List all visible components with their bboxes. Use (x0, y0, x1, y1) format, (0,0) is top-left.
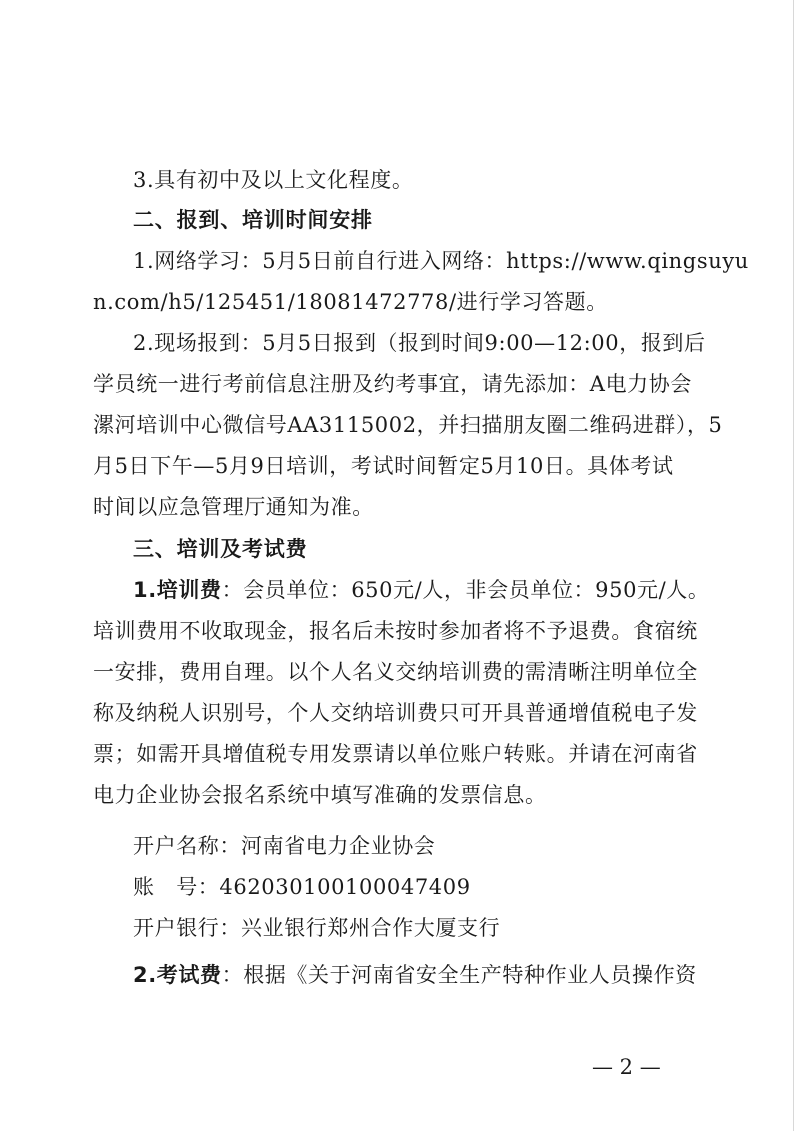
text-line: 称及纳税人识别号，个人交纳培训费只可开具普通增值税电子发 (93, 701, 698, 725)
fee-exam-label: 2.考试费 (133, 963, 222, 987)
text-line: 电力企业协会报名系统中填写准确的发票信息。 (93, 783, 547, 807)
text-line: 一安排，费用自理。以个人名义交纳培训费的需清晰注明单位全 (93, 660, 698, 684)
text-line: 月5日下午—5月9日培训，考试时间暂定5月10日。具体考试 (93, 454, 674, 478)
fee-training-line (133, 576, 710, 604)
text-line: 时间以应急管理厅通知为准。 (93, 495, 374, 519)
text-line: 1.网络学习：5月5日前自行进入网络：https://www.qingsuyu (133, 249, 749, 273)
text-line: 漯河培训中心微信号AA3115002，并扫描朋友圈二维码进群），5 (93, 413, 723, 437)
text-line: 学员统一进行考前信息注册及约考事宜，请先添加：A电力协会 (93, 372, 692, 396)
account-bank-line: 开户银行：兴业银行郑州合作大厦支行 (133, 916, 501, 940)
text-line: 培训费用不收取现金，报名后未按时参加者将不予退费。食宿统 (93, 619, 698, 643)
account-number-line: 账 号：462030100100047409 (133, 875, 471, 899)
fee-exam-text: ：根据《关于河南省安全生产特种作业人员操作资 (221, 963, 697, 987)
text-line: n.com/h5/125451/18081472778/进行学习答题。 (93, 290, 608, 314)
account-name-line: 开户名称：河南省电力企业协会 (133, 834, 436, 858)
section-heading: 二、报到、培训时间安排 (133, 208, 373, 232)
page-edge-divider (793, 0, 794, 1131)
fee-exam-line (133, 961, 697, 989)
text-line: 2.现场报到：5月5日报到（报到时间9:00—12:00，报到后 (133, 331, 706, 355)
fee-training-label: 1.培训费 (133, 578, 222, 602)
text-line: 票；如需开具增值税专用发票请以单位账户转账。并请在河南省 (93, 742, 698, 766)
fee-training-text: ：会员单位：650元/人，非会员单位：950元/人。 (221, 578, 710, 602)
page-number: — 2 — (592, 1055, 661, 1079)
text-line: 3.具有初中及以上文化程度。 (133, 168, 414, 192)
section-heading: 三、培训及考试费 (133, 537, 308, 561)
